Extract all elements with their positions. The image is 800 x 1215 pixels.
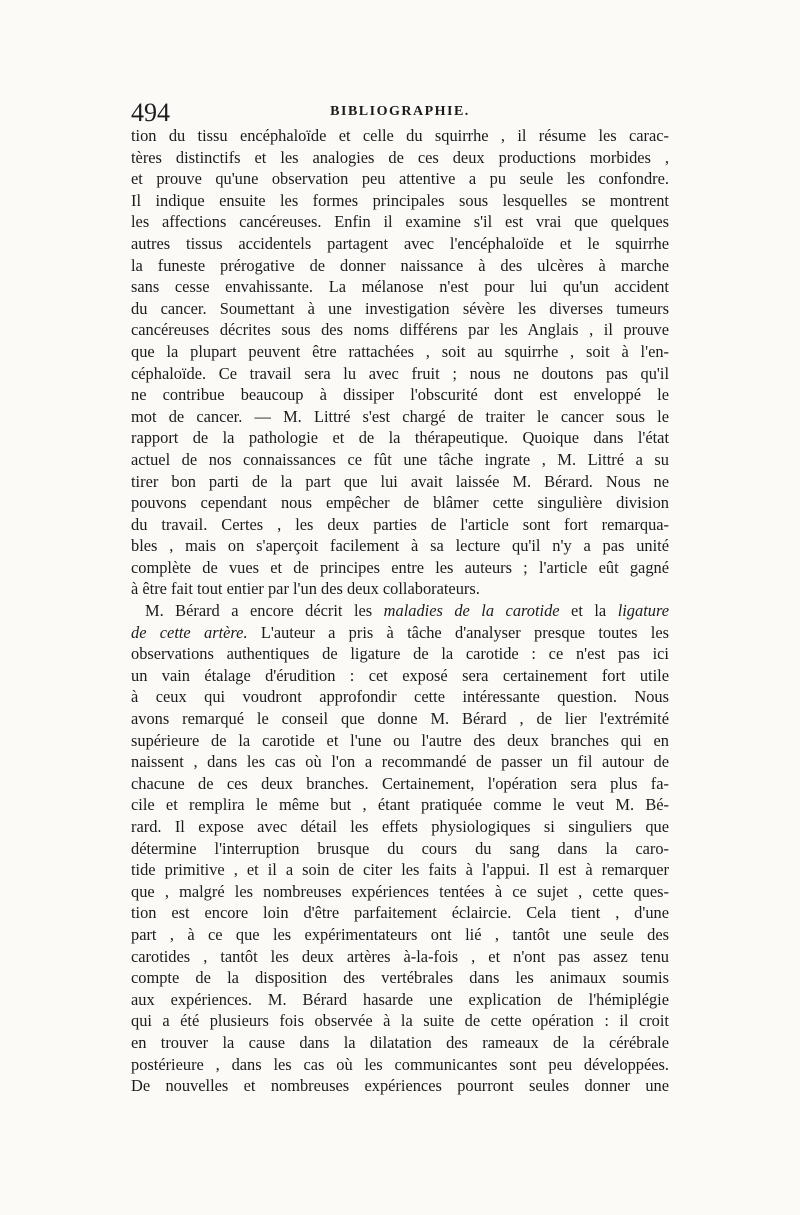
text-line: tirer bon parti de la part que lui avait laissée M. Bérard. Nous ne: [131, 471, 669, 491]
text-line: cile et remplira le même but , étant pratiquée comme le veut M. Bé-: [131, 795, 669, 815]
text-line: compte de la disposition des vertébrales dans les animaux soumis: [131, 968, 669, 988]
text-line: que la plupart peuvent être rattachées , soit au squirrhe , soit à l'en-: [131, 341, 669, 361]
text-line: De nouvelles et nombreuses expériences pourront seules donner une: [131, 1076, 669, 1096]
text-line: du travail. Certes , les deux parties de l'article sont fort remarqua-: [131, 514, 669, 534]
text-line: pouvons cependant nous empêcher de blâmer cette singulière division: [131, 493, 669, 513]
text-line: supérieure de la carotide et l'une ou l'autre des deux branches qui en: [131, 730, 669, 750]
body-text: [131, 125, 669, 1097]
text-line: Il indique ensuite les formes principales sous lesquelles se montrent: [131, 190, 669, 210]
text-line: un vain étalage d'érudition : cet exposé sera certainement fort utile: [131, 665, 669, 685]
text-line: qui a été plusieurs fois observée à la suite de cette opération : il croit: [131, 1011, 669, 1031]
text-line: détermine l'interruption brusque du cours du sang dans la caro-: [131, 838, 669, 858]
text-line: rard. Il expose avec détail les effets physiologiques si singuliers que: [131, 817, 669, 836]
text-line: du cancer. Soumettant à une investigation sévère les diverses tumeurs: [131, 298, 669, 318]
line-text: M. Bérard a encore décrit les: [145, 601, 384, 621]
text-line: et prouve qu'une observation peu attentive a pu seule les confondre.: [131, 169, 669, 189]
text-line: à ceux qui voudront approfondir cette intéressante question. Nous: [131, 687, 669, 707]
text-line: tion est encore loin d'être parfaitement éclaircie. Cela tient , d'une: [131, 903, 669, 923]
text-line: sans cesse envahissante. La mélanose n'est pour lui qu'un accident: [131, 277, 669, 297]
paragraph-end-line: à être fait tout entier par l'un des deux collaborateurs.: [131, 579, 480, 599]
text-line: tide primitive , et il a soin de citer les faits à l'appui. Il est à remarquer: [131, 860, 669, 880]
line-text: et la: [559, 601, 618, 621]
italic-term: de cette artère.: [131, 622, 248, 642]
text-line: autres tissus accidentels partagent avec l'encéphaloïde et le squirrhe: [131, 233, 669, 253]
text-line: actuel de nos connaissances ce fût une tâche ingrate , M. Littré a su: [131, 449, 669, 469]
italic-term: maladies de la carotide: [383, 601, 560, 621]
text-line: complète de vues et de principes entre les auteurs ; l'article eût gagné: [131, 557, 669, 577]
text-line: rapport de la pathologie et de la thérapeutique. Quoique dans l'état: [131, 428, 669, 448]
text-line: les affections cancéreuses. Enfin il examine s'il est vrai que quelques: [131, 212, 669, 232]
text-line: tion du tissu encéphaloïde et celle du squirrhe , il résume les carac-: [131, 126, 669, 145]
italic-term: ligature: [617, 601, 669, 621]
page-header: [131, 98, 669, 128]
text-line: [131, 622, 669, 644]
text-line: postérieure , dans les cas où les communicantes sont peu développées.: [131, 1054, 669, 1074]
text-line: part , à ce que les expérimentateurs ont lié , tantôt une seule des: [131, 924, 669, 944]
line-text: L'auteur a pris à tâche d'analyser presque toutes les: [247, 622, 669, 642]
text-line: cancéreuses décrites sous des noms différens par les Anglais , il prouve: [131, 320, 669, 340]
page-number: 494: [131, 98, 170, 127]
text-line: céphaloïde. Ce travail sera lu avec fruit ; nous ne doutons pas qu'il: [131, 363, 669, 383]
text-line: la funeste prérogative de donner naissance à des ulcères à marche: [131, 255, 669, 275]
running-head: BIBLIOGRAPHIE.: [330, 104, 470, 119]
text-line: mot de cancer. — M. Littré s'est chargé de traiter le cancer sous le: [131, 406, 669, 426]
text-line: ne contribue beaucoup à dissiper l'obscurité dont est enveloppé le: [131, 385, 669, 405]
text-line: que , malgré les nombreuses expériences tentées à ce sujet , cette ques-: [131, 881, 669, 901]
text-line: naissent , dans les cas où l'on a recommandé de passer un fil autour de: [131, 752, 669, 772]
text-line: en trouver la cause dans la dilatation des rameaux de la cérébrale: [131, 1032, 669, 1052]
text-line: carotides , tantôt les deux artères à-la-fois , et n'ont pas assez tenu: [131, 946, 669, 966]
text-line: observations authentiques de ligature de la carotide : ce n'est pas ici: [131, 644, 669, 664]
text-line: aux expériences. M. Bérard hasarde une explication de l'hémiplégie: [131, 989, 669, 1009]
paragraph-start-line: [131, 600, 669, 622]
text-line: chacune de ces deux branches. Certainement, l'opération sera plus fa-: [131, 773, 669, 793]
text-line: avons remarqué le conseil que donne M. Bérard , de lier l'extrémité: [131, 709, 669, 729]
text-line: tères distinctifs et les analogies de ces deux productions morbides ,: [131, 147, 669, 167]
text-line: bles , mais on s'aperçoit facilement à sa lecture qu'il n'y a pas unité: [131, 536, 669, 556]
